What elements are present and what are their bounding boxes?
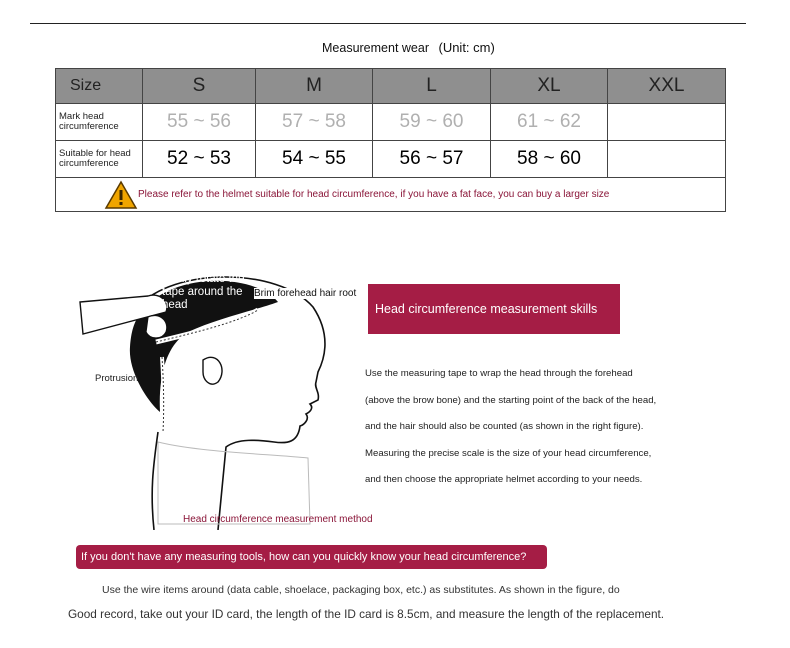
- heading-title: Measurement wear: [322, 41, 429, 55]
- question-text: If you don't have any measuring tools, how can you quickly know your head circumference?: [81, 551, 527, 563]
- row-label-suitable: Suitable for head circumference: [56, 141, 143, 178]
- suit-xl: 58 ~ 60: [491, 141, 608, 178]
- skills-title-box: [368, 284, 620, 334]
- page-heading: [322, 40, 495, 55]
- skills-line: Measuring the precise scale is the size of your head circumference,: [365, 447, 652, 459]
- mark-xxl: [608, 104, 726, 141]
- warning-icon: [104, 180, 138, 210]
- skills-line: (above the brow bone) and the starting point of the back of the head,: [365, 394, 657, 406]
- mark-s: 55 ~ 56: [143, 104, 256, 141]
- table-row: [56, 141, 726, 178]
- answer-line-1: Use the wire items around (data cable, shoelace, packaging box, etc.) as substitutes. As shown in the figure, do: [102, 584, 620, 596]
- header-size: Size: [56, 69, 143, 104]
- caption-forehead: Brim forehead hair root: [254, 288, 357, 299]
- size-header-row: [56, 69, 726, 104]
- caption-rotate-tape: Easily rotate the tape around the head: [162, 273, 245, 311]
- suit-xxl: [608, 141, 726, 178]
- header-xl: XL: [491, 69, 608, 104]
- table-row: [56, 104, 726, 141]
- suit-m: 54 ~ 55: [256, 141, 373, 178]
- size-note: Please refer to the helmet suitable for head circumference, if you have a fat face, you can buy a larger size: [138, 189, 610, 200]
- mark-m: 57 ~ 58: [256, 104, 373, 141]
- suit-l: 56 ~ 57: [373, 141, 491, 178]
- skills-description: [365, 364, 695, 497]
- suit-s: 52 ~ 53: [143, 141, 256, 178]
- mark-xl: 61 ~ 62: [491, 104, 608, 141]
- row-label-mark: Mark head circumference: [56, 104, 143, 141]
- method-caption: Head circumference measurement method: [183, 514, 373, 525]
- heading-unit: (Unit: cm): [438, 40, 495, 55]
- header-l: L: [373, 69, 491, 104]
- header-m: M: [256, 69, 373, 104]
- top-divider: [30, 23, 746, 24]
- caption-protrusion: Protrusion: [95, 373, 139, 384]
- skills-title: Head circumference measurement skills: [375, 302, 598, 316]
- table-note-row: [56, 178, 726, 212]
- skills-line: and the hair should also be counted (as shown in the right figure).: [365, 421, 644, 432]
- skills-line: and then choose the appropriate helmet according to your needs.: [365, 474, 643, 485]
- size-table: [55, 68, 726, 212]
- header-s: S: [143, 69, 256, 104]
- header-xxl: XXL: [608, 69, 726, 104]
- answer-line-2: Good record, take out your ID card, the length of the ID card is 8.5cm, and measure the length of the replacement.: [68, 607, 665, 621]
- question-bar: [76, 545, 547, 569]
- mark-l: 59 ~ 60: [373, 104, 491, 141]
- note-cell: [56, 178, 726, 212]
- skills-line: Use the measuring tape to wrap the head through the forehead: [365, 368, 633, 379]
